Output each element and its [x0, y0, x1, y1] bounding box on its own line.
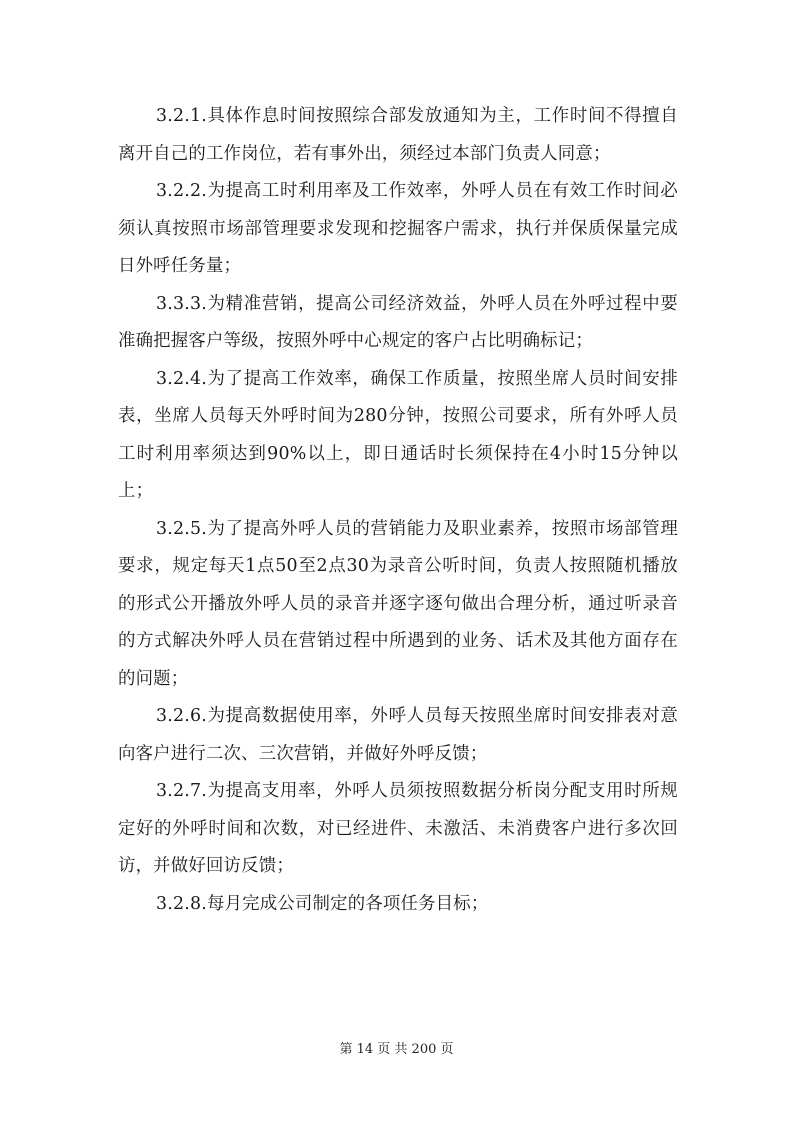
paragraph-3-2-6: 3.2.6.为提高数据使用率，外呼人员每天按照坐席时间安排表对意向客户进行二次、三次营销，并做好外呼反馈； — [118, 706, 678, 764]
paragraph-3-2-7: 3.2.7.为提高支用率，外呼人员须按照数据分析岗分配支用时所规定好的外呼时间和次数，对已经进件、未激活、未消费客户进行多次回访，并做好回访反馈； — [118, 781, 678, 876]
paragraph-3-2-4: 3.2.4.为了提高工作效率，确保工作质量，按照坐席人员时间安排表，坐席人员每天外呼时间为280分钟，按照公司要求，所有外呼人员工时利用率须达到90%以上，即日通话时长须保持在4小时15分钟以上； — [118, 368, 678, 501]
paragraph-3-2-8: 3.2.8.每月完成公司制定的各项任务目标； — [156, 893, 489, 914]
document-body — [118, 98, 678, 923]
page-footer — [0, 1042, 793, 1058]
paragraph-3-2-5: 3.2.5.为了提高外呼人员的营销能力及职业素养，按照市场部管理要求，规定每天1点50至2点30为录音公听时间，负责人按照随机播放的形式公开播放外呼人员的录音并逐字逐句做出合理分析，通过听录音的方式解决外呼人员在营销过程中所遇到的业务、话术及其他方面存在的问题； — [118, 518, 678, 689]
paragraph-3-2-1: 3.2.1.具体作息时间按照综合部发放通知为主，工作时间不得擅自离开自己的工作岗位，若有事外出，须经过本部门负责人同意； — [118, 106, 678, 164]
paragraph-3-2-2: 3.2.2.为提高工时利用率及工作效率，外呼人员在有效工作时间必须认真按照市场部管理要求发现和挖掘客户需求，执行并保质保量完成日外呼任务量； — [118, 181, 678, 276]
paragraph-3-3-3: 3.3.3.为精准营销，提高公司经济效益，外呼人员在外呼过程中要准确把握客户等级，按照外呼中心规定的客户占比明确标记； — [118, 293, 678, 351]
page-number-label: 第 14 页 共 200 页 — [339, 1042, 454, 1057]
